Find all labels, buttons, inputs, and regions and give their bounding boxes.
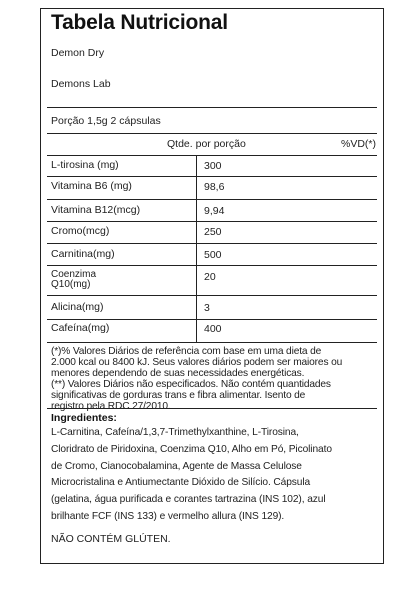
nutrient-name: Cromo(mcg)	[51, 225, 110, 237]
nutrient-value: 400	[204, 323, 222, 335]
table-divider	[47, 243, 377, 244]
table-divider	[47, 155, 377, 156]
table-divider	[47, 176, 377, 177]
nutrient-name: Carnitina(mg)	[51, 248, 115, 260]
vd-header: %VD(*)	[341, 138, 377, 150]
nutrient-name: Vitamina B6 (mg)	[51, 180, 132, 192]
label-title: Tabela Nutricional	[51, 11, 228, 34]
nutrient-value: 98,6	[204, 181, 225, 193]
table-divider	[47, 265, 377, 266]
nutrient-name: L-tirosina (mg)	[51, 159, 119, 171]
qty-header: Qtde. por porção	[167, 138, 246, 150]
nutrient-value: 3	[204, 302, 210, 314]
nutrient-value: 250	[204, 226, 222, 238]
gluten-notice: NÃO CONTÉM GLÚTEN.	[51, 533, 171, 545]
divider-top	[47, 107, 377, 108]
nutrient-value: 500	[204, 249, 222, 261]
product-name: Demon Dry	[51, 47, 105, 59]
table-divider	[47, 199, 377, 200]
nutrition-label	[40, 8, 384, 564]
nutrient-name: Cafeína(mg)	[51, 322, 110, 334]
daily-value-notes: (*)% Valores Diários de referência com base em uma dieta de 2.000 kcal ou 8400 kJ. Seus valores diários podem ser maiores ou menores dependendo de suas necessidades energéticas. (**) Valores Diários não especificados. Não contém quantidades significativas de gorduras trans e fibra alimentar. Isento de registro pela RDC 27/2010.	[51, 346, 343, 412]
table-column-divider	[196, 155, 197, 342]
nutrient-value: 20	[204, 271, 216, 283]
divider-portion	[47, 133, 377, 134]
table-divider	[47, 221, 377, 222]
table-divider	[47, 319, 377, 320]
nutrient-name: Alicina(mg)	[51, 301, 104, 313]
ingredients-text: L-Carnitina, Cafeína/1,3,7-Trimethylxanthine, L-Tirosina, Cloridrato de Piridoxina, Coenzima Q10, Alho em Pó, Picolinato de Cromo, Cianocobalamina, Agente de Massa Celulose Microcristalina e Antiumectante Dióxido de Silício. Cápsula (gelatina, água purificada e corantes tartrazina (INS 102), azul brilhante FCF (INS 133) e vermelho allura (INS 129).	[51, 427, 332, 522]
nutrient-value: 300	[204, 160, 222, 172]
nutrient-name: Vitamina B12(mcg)	[51, 204, 141, 216]
table-divider	[47, 342, 377, 343]
divider-notes	[47, 408, 377, 409]
nutrient-value: 9,94	[204, 205, 225, 217]
table-divider	[47, 295, 377, 296]
brand-name: Demons Lab	[51, 78, 111, 90]
portion-label: Porção 1,5g 2 cápsulas	[51, 115, 161, 127]
nutrient-name: Coenzima Q10(mg)	[51, 269, 97, 290]
ingredients-heading: Ingredientes:	[51, 412, 117, 424]
